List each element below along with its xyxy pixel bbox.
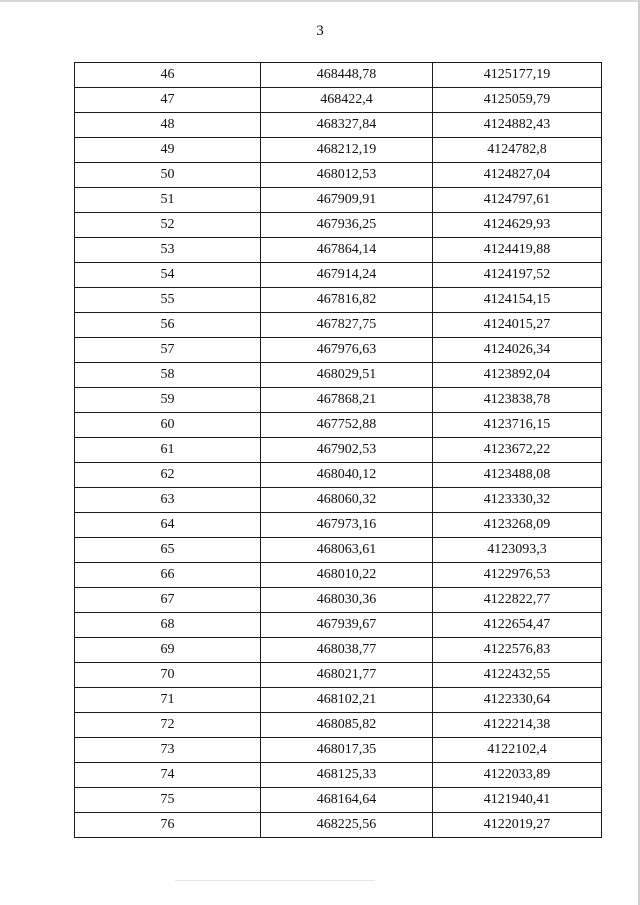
y-coordinate-cell: 4122576,83 — [433, 638, 602, 663]
point-number-cell: 62 — [75, 463, 261, 488]
scan-artifact-line — [175, 880, 375, 881]
table-row — [75, 463, 602, 488]
x-coordinate-cell: 468021,77 — [261, 663, 433, 688]
point-number-cell: 63 — [75, 488, 261, 513]
x-coordinate-cell: 468327,84 — [261, 113, 433, 138]
x-coordinate-cell: 468448,78 — [261, 63, 433, 88]
point-number-cell: 58 — [75, 363, 261, 388]
x-coordinate-cell: 467914,24 — [261, 263, 433, 288]
x-coordinate-cell: 468102,21 — [261, 688, 433, 713]
point-number-cell: 52 — [75, 213, 261, 238]
table-row — [75, 663, 602, 688]
y-coordinate-cell: 4124015,27 — [433, 313, 602, 338]
point-number-cell: 48 — [75, 113, 261, 138]
x-coordinate-cell: 468422,4 — [261, 88, 433, 113]
y-coordinate-cell: 4122019,27 — [433, 813, 602, 838]
x-coordinate-cell: 468038,77 — [261, 638, 433, 663]
table-row — [75, 438, 602, 463]
y-coordinate-cell: 4122432,55 — [433, 663, 602, 688]
x-coordinate-cell: 468063,61 — [261, 538, 433, 563]
table-row — [75, 338, 602, 363]
x-coordinate-cell: 467909,91 — [261, 188, 433, 213]
table-row — [75, 513, 602, 538]
table-row — [75, 613, 602, 638]
y-coordinate-cell: 4122214,38 — [433, 713, 602, 738]
table-row — [75, 538, 602, 563]
x-coordinate-cell: 467976,63 — [261, 338, 433, 363]
x-coordinate-cell: 468010,22 — [261, 563, 433, 588]
x-coordinate-cell: 468029,51 — [261, 363, 433, 388]
y-coordinate-cell: 4123838,78 — [433, 388, 602, 413]
x-coordinate-cell: 467752,88 — [261, 413, 433, 438]
point-number-cell: 73 — [75, 738, 261, 763]
point-number-cell: 60 — [75, 413, 261, 438]
point-number-cell: 65 — [75, 538, 261, 563]
point-number-cell: 47 — [75, 88, 261, 113]
point-number-cell: 46 — [75, 63, 261, 88]
table-row — [75, 138, 602, 163]
y-coordinate-cell: 4121940,41 — [433, 788, 602, 813]
x-coordinate-cell: 468040,12 — [261, 463, 433, 488]
x-coordinate-cell: 467864,14 — [261, 238, 433, 263]
table-row — [75, 388, 602, 413]
x-coordinate-cell: 467973,16 — [261, 513, 433, 538]
y-coordinate-cell: 4124797,61 — [433, 188, 602, 213]
table-row — [75, 763, 602, 788]
y-coordinate-cell: 4124197,52 — [433, 263, 602, 288]
y-coordinate-cell: 4123672,22 — [433, 438, 602, 463]
y-coordinate-cell: 4125177,19 — [433, 63, 602, 88]
y-coordinate-cell: 4123892,04 — [433, 363, 602, 388]
y-coordinate-cell: 4122102,4 — [433, 738, 602, 763]
table-row — [75, 288, 602, 313]
y-coordinate-cell: 4123093,3 — [433, 538, 602, 563]
y-coordinate-cell: 4122822,77 — [433, 588, 602, 613]
point-number-cell: 55 — [75, 288, 261, 313]
point-number-cell: 68 — [75, 613, 261, 638]
table-row — [75, 113, 602, 138]
y-coordinate-cell: 4124419,88 — [433, 238, 602, 263]
x-coordinate-cell: 468164,64 — [261, 788, 433, 813]
table-row — [75, 313, 602, 338]
table-row — [75, 263, 602, 288]
x-coordinate-cell: 467868,21 — [261, 388, 433, 413]
point-number-cell: 75 — [75, 788, 261, 813]
point-number-cell: 72 — [75, 713, 261, 738]
y-coordinate-cell: 4124782,8 — [433, 138, 602, 163]
table-row — [75, 813, 602, 838]
point-number-cell: 61 — [75, 438, 261, 463]
x-coordinate-cell: 468012,53 — [261, 163, 433, 188]
point-number-cell: 69 — [75, 638, 261, 663]
x-coordinate-cell: 467936,25 — [261, 213, 433, 238]
y-coordinate-cell: 4122033,89 — [433, 763, 602, 788]
point-number-cell: 54 — [75, 263, 261, 288]
point-number-cell: 74 — [75, 763, 261, 788]
table-row — [75, 713, 602, 738]
table-row — [75, 363, 602, 388]
table-row — [75, 738, 602, 763]
table-row — [75, 488, 602, 513]
y-coordinate-cell: 4125059,79 — [433, 88, 602, 113]
point-number-cell: 70 — [75, 663, 261, 688]
point-number-cell: 71 — [75, 688, 261, 713]
table-row — [75, 188, 602, 213]
y-coordinate-cell: 4123716,15 — [433, 413, 602, 438]
y-coordinate-cell: 4122976,53 — [433, 563, 602, 588]
page-edge-top — [0, 0, 640, 2]
x-coordinate-cell: 467827,75 — [261, 313, 433, 338]
table-row — [75, 63, 602, 88]
y-coordinate-cell: 4124026,34 — [433, 338, 602, 363]
x-coordinate-cell: 467939,67 — [261, 613, 433, 638]
y-coordinate-cell: 4122654,47 — [433, 613, 602, 638]
point-number-cell: 53 — [75, 238, 261, 263]
table-row — [75, 688, 602, 713]
x-coordinate-cell: 468085,82 — [261, 713, 433, 738]
y-coordinate-cell: 4124827,04 — [433, 163, 602, 188]
table-row — [75, 213, 602, 238]
coordinates-table-body — [75, 63, 602, 838]
point-number-cell: 76 — [75, 813, 261, 838]
x-coordinate-cell: 468017,35 — [261, 738, 433, 763]
y-coordinate-cell: 4123330,32 — [433, 488, 602, 513]
table-row — [75, 788, 602, 813]
point-number-cell: 50 — [75, 163, 261, 188]
y-coordinate-cell: 4124882,43 — [433, 113, 602, 138]
x-coordinate-cell: 468212,19 — [261, 138, 433, 163]
table-row — [75, 163, 602, 188]
y-coordinate-cell: 4124154,15 — [433, 288, 602, 313]
x-coordinate-cell: 468125,33 — [261, 763, 433, 788]
x-coordinate-cell: 467902,53 — [261, 438, 433, 463]
point-number-cell: 64 — [75, 513, 261, 538]
table-row — [75, 88, 602, 113]
point-number-cell: 57 — [75, 338, 261, 363]
x-coordinate-cell: 468060,32 — [261, 488, 433, 513]
table-row — [75, 563, 602, 588]
point-number-cell: 67 — [75, 588, 261, 613]
point-number-cell: 59 — [75, 388, 261, 413]
y-coordinate-cell: 4122330,64 — [433, 688, 602, 713]
x-coordinate-cell: 468225,56 — [261, 813, 433, 838]
y-coordinate-cell: 4123488,08 — [433, 463, 602, 488]
point-number-cell: 51 — [75, 188, 261, 213]
x-coordinate-cell: 467816,82 — [261, 288, 433, 313]
y-coordinate-cell: 4124629,93 — [433, 213, 602, 238]
point-number-cell: 66 — [75, 563, 261, 588]
point-number-cell: 56 — [75, 313, 261, 338]
coordinates-table — [74, 62, 602, 838]
point-number-cell: 49 — [75, 138, 261, 163]
y-coordinate-cell: 4123268,09 — [433, 513, 602, 538]
x-coordinate-cell: 468030,36 — [261, 588, 433, 613]
page-number: 3 — [316, 23, 324, 39]
table-row — [75, 413, 602, 438]
table-row — [75, 588, 602, 613]
table-row — [75, 638, 602, 663]
table-row — [75, 238, 602, 263]
